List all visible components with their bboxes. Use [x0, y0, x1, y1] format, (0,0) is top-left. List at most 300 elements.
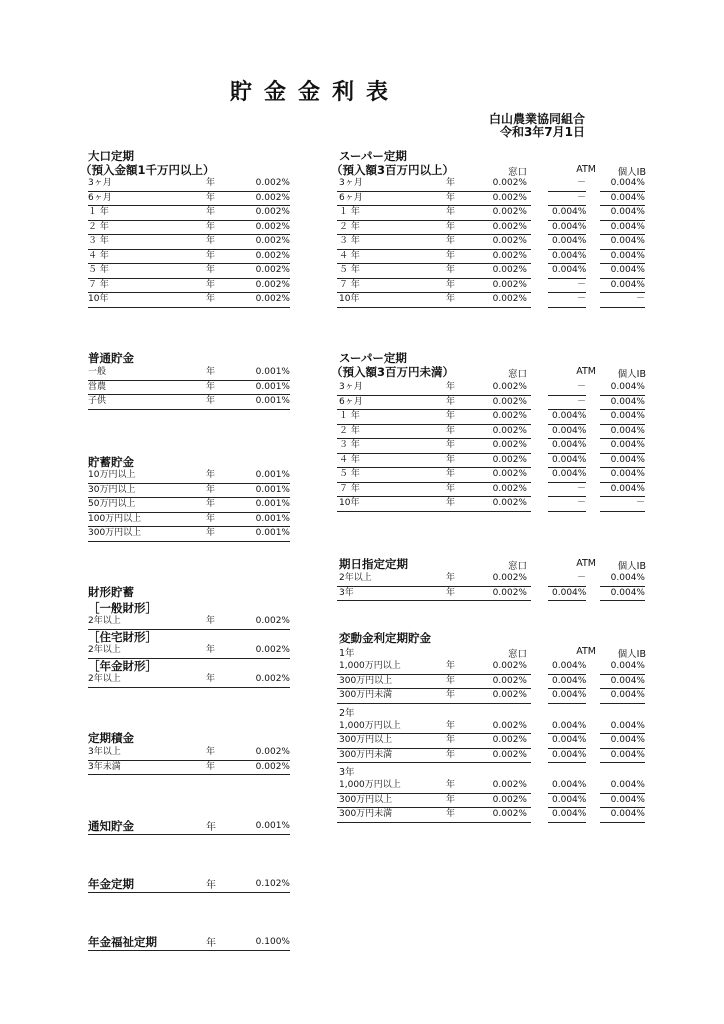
unit-label: 年	[446, 250, 456, 261]
section-title-super-large: スーパー定期	[339, 149, 407, 163]
term-label: ５ 年	[339, 469, 360, 479]
interest-rate: 0.002%	[255, 674, 290, 684]
super-small-row	[337, 409, 645, 424]
col-header-ib: 個人IB	[617, 369, 646, 380]
ib-rate: 0.004%	[610, 454, 645, 465]
super-large-row	[337, 176, 645, 191]
pension-row	[88, 876, 290, 893]
welfare-row	[88, 934, 290, 951]
ib-rate: 0.004%	[610, 221, 645, 232]
unit-label: 年	[446, 396, 456, 407]
term-label: 10万円以上	[88, 470, 136, 480]
term-label: 1,000万円以上	[339, 661, 401, 671]
atm-rate: 0.004%	[552, 250, 587, 261]
unit-label: 年	[206, 381, 216, 392]
large-term-row	[88, 191, 290, 207]
atm-rate: －	[576, 382, 586, 392]
atm-rate: 0.004%	[552, 749, 587, 760]
window-rate: 0.002%	[492, 294, 527, 304]
term-label: 3年以上	[88, 747, 121, 757]
interest-rate: 0.001%	[255, 367, 290, 377]
window-rate: 0.002%	[492, 587, 527, 598]
window-rate: 0.002%	[492, 483, 527, 494]
interest-rate: 0.002%	[255, 747, 290, 757]
savings-row	[88, 526, 290, 542]
super-large-row	[337, 263, 645, 278]
super-large-row	[337, 220, 645, 235]
window-rate: 0.002%	[492, 794, 527, 805]
window-rate: 0.002%	[492, 675, 527, 686]
variable-row	[337, 659, 645, 674]
term-label: 300万円以上	[88, 528, 142, 538]
interest-rate: 0.002%	[255, 192, 290, 203]
ib-rate: 0.004%	[610, 440, 645, 450]
unit-label: 年	[206, 938, 216, 949]
unit-label: 年	[206, 396, 216, 406]
ib-rate: 0.004%	[610, 587, 645, 598]
large-term-row	[88, 278, 290, 294]
interest-rate: 0.100%	[255, 937, 290, 947]
section-title-ordinary: 普通貯金	[88, 351, 134, 365]
term-label: 一般	[88, 367, 107, 377]
window-rate: 0.002%	[492, 411, 527, 421]
col-header-window: 窓口	[507, 369, 527, 380]
term-label: 300万円未満	[339, 749, 393, 760]
large-term-row	[88, 249, 290, 265]
super-small-row	[337, 380, 645, 395]
window-rate: 0.002%	[492, 178, 527, 188]
term-label: ２ 年	[339, 221, 360, 232]
atm-rate: 0.004%	[552, 675, 587, 686]
window-rate: 0.002%	[492, 236, 527, 246]
super-small-row	[337, 424, 645, 439]
section-subtitle-large-term: （預入金額1千万円以上）	[80, 163, 215, 177]
term-label: 3年	[339, 587, 354, 598]
ib-rate: －	[635, 294, 645, 304]
interest-rate: 0.002%	[255, 178, 290, 188]
col-header-window: 窓口	[507, 561, 527, 572]
term-label: 3年未満	[88, 761, 121, 772]
unit-label: 年	[446, 454, 456, 465]
unit-label: 年	[446, 483, 456, 494]
window-rate: 0.002%	[492, 735, 527, 745]
section-title-large-term: 大口定期	[88, 149, 134, 163]
atm-rate: 0.004%	[552, 207, 587, 217]
atm-rate: 0.004%	[552, 661, 587, 671]
large-term-row	[88, 234, 290, 250]
interest-rate: 0.002%	[255, 236, 290, 246]
term-label: 100万円以上	[88, 513, 142, 524]
unit-label: 年	[206, 236, 216, 246]
unit-label: 年	[446, 661, 456, 671]
atm-rate: 0.004%	[552, 469, 587, 479]
unit-label: 年	[446, 440, 456, 450]
unit-label: 年	[446, 720, 456, 731]
ib-rate: 0.004%	[610, 690, 645, 700]
super-small-row	[337, 482, 645, 497]
super-small-row	[337, 453, 645, 468]
col-header-atm: ATM	[576, 558, 596, 569]
term-label: ４ 年	[339, 454, 360, 465]
ib-rate: 0.004%	[610, 192, 645, 203]
col-header-atm: ATM	[576, 164, 596, 175]
interest-rate: 0.002%	[255, 221, 290, 232]
col-header-window: 窓口	[507, 649, 527, 660]
window-rate: 0.002%	[492, 192, 527, 203]
window-rate: 0.002%	[492, 396, 527, 407]
zaikei-row	[88, 643, 290, 659]
term-label: １ 年	[88, 207, 109, 217]
unit-label: 年	[206, 645, 216, 655]
large-term-row	[88, 220, 290, 236]
installment-row	[88, 760, 290, 776]
unit-label: 年	[206, 207, 216, 217]
atm-rate: 0.004%	[552, 735, 587, 745]
variable-term-label: 3年	[339, 767, 355, 778]
interest-rate: 0.102%	[255, 879, 290, 889]
ib-rate: 0.004%	[610, 250, 645, 261]
zaikei-group-label: ［住宅財形］	[88, 630, 157, 644]
unit-label: 年	[206, 279, 216, 290]
window-rate: 0.002%	[492, 469, 527, 479]
ib-rate: 0.004%	[610, 675, 645, 686]
super-large-row	[337, 191, 645, 206]
unit-label: 年	[206, 294, 216, 304]
atm-rate: 0.004%	[552, 780, 587, 790]
atm-rate: －	[576, 498, 586, 508]
unit-label: 年	[446, 587, 456, 598]
ib-rate: 0.004%	[610, 809, 645, 819]
atm-rate: －	[576, 483, 586, 494]
unit-label: 年	[206, 616, 216, 626]
window-rate: 0.002%	[492, 440, 527, 450]
atm-rate: 0.004%	[552, 454, 587, 465]
unit-label: 年	[206, 250, 216, 261]
atm-rate: 0.004%	[552, 236, 587, 246]
notice-row	[88, 818, 290, 835]
interest-rate: 0.001%	[255, 396, 290, 406]
savings-row	[88, 483, 290, 499]
unit-label: 年	[206, 528, 216, 538]
term-label: １ 年	[339, 207, 360, 217]
section-title-variable: 変動金利定期貯金	[339, 631, 431, 645]
ib-rate: 0.004%	[610, 396, 645, 407]
term-label: ７ 年	[88, 279, 109, 290]
term-label: 6ヶ月	[88, 192, 112, 203]
window-rate: 0.002%	[492, 207, 527, 217]
term-label: ４ 年	[339, 250, 360, 261]
unit-label: 年	[206, 880, 216, 891]
ib-rate: 0.004%	[610, 661, 645, 671]
large-term-row	[88, 176, 290, 192]
interest-rate: 0.002%	[255, 761, 290, 772]
variable-row	[337, 688, 645, 703]
unit-label: 年	[446, 411, 456, 421]
col-header-atm: ATM	[576, 646, 596, 657]
section-subtitle-super-large: （預入額3百万円以上）	[331, 163, 455, 177]
interest-rate: 0.002%	[255, 294, 290, 304]
term-label: ２ 年	[339, 425, 360, 436]
term-label: ３ 年	[339, 440, 360, 450]
atm-rate: －	[576, 573, 586, 583]
super-small-row	[337, 467, 645, 482]
effective-date: 令和3年7月1日	[499, 125, 585, 139]
ib-rate: 0.004%	[610, 178, 645, 188]
unit-label: 年	[206, 178, 216, 188]
unit-label: 年	[206, 367, 216, 377]
window-rate: 0.002%	[492, 425, 527, 436]
super-large-row	[337, 278, 645, 293]
unit-label: 年	[446, 794, 456, 805]
unit-label: 年	[206, 265, 216, 275]
unit-label: 年	[446, 221, 456, 232]
variable-row	[337, 719, 645, 734]
unit-label: 年	[446, 425, 456, 436]
atm-rate: 0.004%	[552, 587, 587, 598]
term-label: 2年以上	[339, 573, 372, 583]
ib-rate: 0.004%	[610, 207, 645, 217]
term-label: 30万円以上	[88, 484, 136, 495]
welfare-title: 年金福祉定期	[88, 935, 157, 949]
variable-term-label: 2年	[339, 707, 355, 719]
interest-rate: 0.001%	[255, 484, 290, 495]
ib-rate: 0.004%	[610, 794, 645, 805]
term-label: 1,000万円以上	[339, 780, 401, 790]
zaikei-group-label: ［年金財形］	[88, 659, 157, 673]
document-title: 貯金金利表	[230, 80, 401, 105]
window-rate: 0.002%	[492, 690, 527, 700]
ib-rate: 0.004%	[610, 382, 645, 392]
fixed-date-row	[337, 586, 645, 601]
term-label: 3ヶ月	[88, 178, 112, 188]
interest-rate: 0.001%	[255, 821, 290, 831]
term-label: 1,000万円以上	[339, 720, 401, 731]
interest-rate: 0.002%	[255, 616, 290, 626]
window-rate: 0.002%	[492, 780, 527, 790]
super-large-row	[337, 234, 645, 249]
atm-rate: 0.004%	[552, 794, 587, 805]
term-label: 10年	[339, 498, 360, 508]
interest-rate: 0.001%	[255, 528, 290, 538]
term-label: 3ヶ月	[339, 382, 363, 392]
unit-label: 年	[206, 513, 216, 524]
unit-label: 年	[206, 674, 216, 684]
term-label: 2年以上	[88, 674, 121, 684]
variable-row	[337, 733, 645, 748]
interest-rate: 0.001%	[255, 499, 290, 509]
unit-label: 年	[206, 484, 216, 495]
ib-rate: 0.004%	[610, 780, 645, 790]
super-small-row	[337, 438, 645, 453]
ib-rate: 0.004%	[610, 749, 645, 760]
ib-rate: 0.004%	[610, 469, 645, 479]
window-rate: 0.002%	[492, 265, 527, 275]
term-label: 300万円以上	[339, 735, 393, 745]
term-label: ５ 年	[88, 265, 109, 275]
atm-rate: －	[576, 294, 586, 304]
zaikei-row	[88, 672, 290, 688]
unit-label: 年	[446, 192, 456, 203]
zaikei-group-label: ［一般財形］	[88, 601, 157, 615]
term-label: 300万円未満	[339, 690, 393, 700]
unit-label: 年	[446, 207, 456, 217]
variable-row	[337, 793, 645, 808]
unit-label: 年	[206, 470, 216, 480]
interest-rate: 0.001%	[255, 470, 290, 480]
interest-rate: 0.002%	[255, 250, 290, 261]
variable-row	[337, 748, 645, 763]
term-label: ３ 年	[88, 236, 109, 246]
ib-rate: 0.004%	[610, 483, 645, 494]
section-subtitle-super-small: （預入額3百万円未満）	[331, 365, 455, 379]
unit-label: 年	[206, 192, 216, 203]
ib-rate: 0.004%	[610, 279, 645, 290]
large-term-row	[88, 205, 290, 221]
term-label: 300万円以上	[339, 675, 393, 686]
interest-rate: 0.002%	[255, 645, 290, 655]
super-large-row	[337, 205, 645, 220]
savings-row	[88, 497, 290, 513]
term-label: ７ 年	[339, 279, 360, 290]
interest-rate: 0.001%	[255, 381, 290, 392]
term-label: 子供	[88, 396, 107, 406]
unit-label: 年	[206, 822, 216, 833]
unit-label: 年	[446, 236, 456, 246]
window-rate: 0.002%	[492, 661, 527, 671]
ordinary-row	[88, 380, 290, 396]
atm-rate: 0.004%	[552, 809, 587, 819]
atm-rate: 0.004%	[552, 265, 587, 275]
unit-label: 年	[446, 573, 456, 583]
unit-label: 年	[446, 735, 456, 745]
col-header-ib: 個人IB	[617, 167, 646, 178]
variable-term-label: 1年	[339, 648, 355, 659]
ib-rate: 0.004%	[610, 573, 645, 583]
unit-label: 年	[446, 809, 456, 819]
atm-rate: 0.004%	[552, 425, 587, 436]
term-label: ３ 年	[339, 236, 360, 246]
ib-rate: 0.004%	[610, 265, 645, 275]
variable-row	[337, 778, 645, 793]
window-rate: 0.002%	[492, 382, 527, 392]
unit-label: 年	[446, 675, 456, 686]
term-label: 300万円以上	[339, 794, 393, 805]
window-rate: 0.002%	[492, 749, 527, 760]
term-label: 2年以上	[88, 616, 121, 626]
atm-rate: －	[576, 178, 586, 188]
interest-rate: 0.002%	[255, 279, 290, 290]
window-rate: 0.002%	[492, 221, 527, 232]
super-large-row	[337, 292, 645, 307]
term-label: 2年以上	[88, 645, 121, 655]
super-large-row	[337, 249, 645, 264]
unit-label: 年	[206, 761, 216, 772]
term-label: 10年	[88, 294, 109, 304]
atm-rate: －	[576, 192, 586, 203]
organization-name: 白山農業協同組合	[488, 112, 585, 126]
large-term-row	[88, 263, 290, 279]
atm-rate: 0.004%	[552, 440, 587, 450]
ib-rate: －	[635, 498, 645, 508]
unit-label: 年	[446, 279, 456, 290]
unit-label: 年	[446, 294, 456, 304]
window-rate: 0.002%	[492, 498, 527, 508]
window-rate: 0.002%	[492, 573, 527, 583]
term-label: １ 年	[339, 411, 360, 421]
ib-rate: 0.004%	[610, 236, 645, 246]
unit-label: 年	[446, 469, 456, 479]
unit-label: 年	[206, 221, 216, 232]
atm-rate: 0.004%	[552, 720, 587, 731]
fixed-date-row	[337, 571, 645, 586]
interest-rate: 0.002%	[255, 207, 290, 217]
col-header-ib: 個人IB	[617, 649, 646, 660]
zaikei-row	[88, 614, 290, 630]
ordinary-row	[88, 394, 290, 410]
section-title-savings: 貯蓄貯金	[88, 455, 134, 469]
unit-label: 年	[446, 498, 456, 508]
pension-title: 年金定期	[88, 877, 134, 891]
term-label: 6ヶ月	[339, 396, 363, 407]
term-label: ４ 年	[88, 250, 109, 261]
atm-rate: 0.004%	[552, 411, 587, 421]
section-title-super-small: スーパー定期	[339, 351, 407, 365]
variable-row	[337, 674, 645, 689]
term-label: ２ 年	[88, 221, 109, 232]
atm-rate: －	[576, 279, 586, 290]
atm-rate: 0.004%	[552, 690, 587, 700]
term-label: 300万円未満	[339, 809, 393, 819]
interest-rate: 0.001%	[255, 513, 290, 524]
large-term-row	[88, 292, 290, 308]
variable-row	[337, 807, 645, 822]
col-header-window: 窓口	[507, 167, 527, 178]
window-rate: 0.002%	[492, 809, 527, 819]
unit-label: 年	[206, 499, 216, 509]
term-label: 50万円以上	[88, 499, 136, 509]
unit-label: 年	[206, 747, 216, 757]
ib-rate: 0.004%	[610, 425, 645, 436]
interest-rate: 0.002%	[255, 265, 290, 275]
super-small-row	[337, 496, 645, 511]
ib-rate: 0.004%	[610, 411, 645, 421]
window-rate: 0.002%	[492, 279, 527, 290]
unit-label: 年	[446, 749, 456, 760]
super-small-row	[337, 395, 645, 410]
unit-label: 年	[446, 382, 456, 392]
ordinary-row	[88, 365, 290, 381]
term-label: 6ヶ月	[339, 192, 363, 203]
savings-row	[88, 468, 290, 484]
ib-rate: 0.004%	[610, 720, 645, 731]
ib-rate: 0.004%	[610, 735, 645, 745]
unit-label: 年	[446, 265, 456, 275]
col-header-atm: ATM	[576, 366, 596, 377]
window-rate: 0.002%	[492, 454, 527, 465]
unit-label: 年	[446, 780, 456, 790]
section-title-zaikei: 財形貯蓄	[88, 585, 134, 599]
savings-row	[88, 512, 290, 528]
unit-label: 年	[446, 690, 456, 700]
window-rate: 0.002%	[492, 250, 527, 261]
term-label: 営農	[88, 381, 107, 392]
section-title-installment: 定期積金	[88, 731, 134, 745]
atm-rate: －	[576, 396, 586, 407]
notice-title: 通知貯金	[88, 819, 134, 833]
installment-row	[88, 745, 290, 761]
atm-rate: 0.004%	[552, 221, 587, 232]
unit-label: 年	[446, 178, 456, 188]
